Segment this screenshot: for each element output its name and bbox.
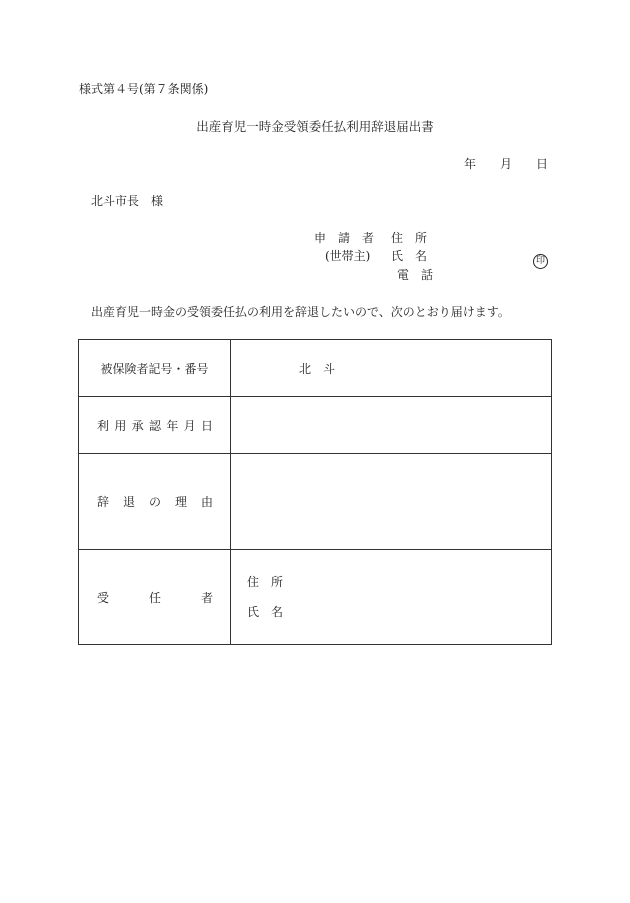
date-year-label: 年 — [464, 157, 477, 171]
applicant-role: 申 請 者 — [314, 231, 375, 245]
withdrawal-reason-label-cell — [79, 454, 231, 550]
insured-number-value: 北 斗 — [299, 361, 336, 376]
table-row — [79, 397, 552, 454]
applicant-role-sub: (世帯主) — [325, 249, 371, 263]
proxy-label-cell — [79, 550, 231, 645]
table-row — [79, 454, 552, 550]
label-char: 月 — [183, 418, 196, 433]
label-char: 理 — [174, 495, 187, 509]
form-table — [78, 339, 552, 645]
statement: 出産育児一時金の受領委任払の利用を辞退したいので、次のとおり届けます。 — [91, 305, 510, 319]
seal-icon: 印 — [533, 254, 548, 269]
insured-number-value-cell[interactable] — [231, 340, 552, 397]
withdrawal-reason-value-cell[interactable] — [231, 454, 552, 550]
approval-date-label — [79, 417, 230, 434]
label-char: 日 — [200, 418, 213, 433]
proxy-label — [79, 589, 230, 606]
proxy-value-cell[interactable] — [231, 550, 552, 645]
label-char: 辞 — [97, 495, 110, 509]
approval-date-value-cell[interactable] — [231, 397, 552, 454]
label-char: 者 — [200, 590, 213, 605]
label-char: 用 — [114, 418, 127, 433]
form-number: 様式第４号(第７条関係) — [79, 82, 209, 96]
seal-mark — [533, 248, 548, 269]
proxy-address-label: 住 所 — [247, 575, 284, 589]
addressee: 北斗市長 様 — [91, 194, 164, 208]
date-month-label: 月 — [500, 157, 513, 171]
document-title: 出産育児一時金受領委任払利用辞退届出書 — [196, 119, 434, 134]
applicant-address-label: 住 所 — [391, 231, 428, 245]
table-row — [79, 550, 552, 645]
table-row — [79, 340, 552, 397]
label-char: 任 — [148, 590, 161, 605]
date-day-label: 日 — [536, 157, 549, 171]
label-char: 承 — [131, 418, 144, 433]
label-char: 年 — [166, 418, 179, 433]
applicant-phone-label: 電 話 — [397, 268, 434, 282]
label-char: 由 — [200, 495, 213, 509]
label-char: 利 — [97, 418, 110, 433]
proxy-name-label: 氏 名 — [247, 605, 284, 619]
label-char: 受 — [97, 590, 110, 605]
insured-number-label: 被保険者記号・番号 — [100, 361, 209, 376]
withdrawal-reason-label — [79, 493, 230, 510]
label-char: 認 — [148, 418, 161, 433]
approval-date-label-cell — [79, 397, 231, 454]
label-char: 退 — [122, 495, 135, 509]
applicant-name-label: 氏 名 — [391, 249, 428, 263]
label-char: の — [148, 495, 161, 509]
insured-number-label-cell — [79, 340, 231, 397]
